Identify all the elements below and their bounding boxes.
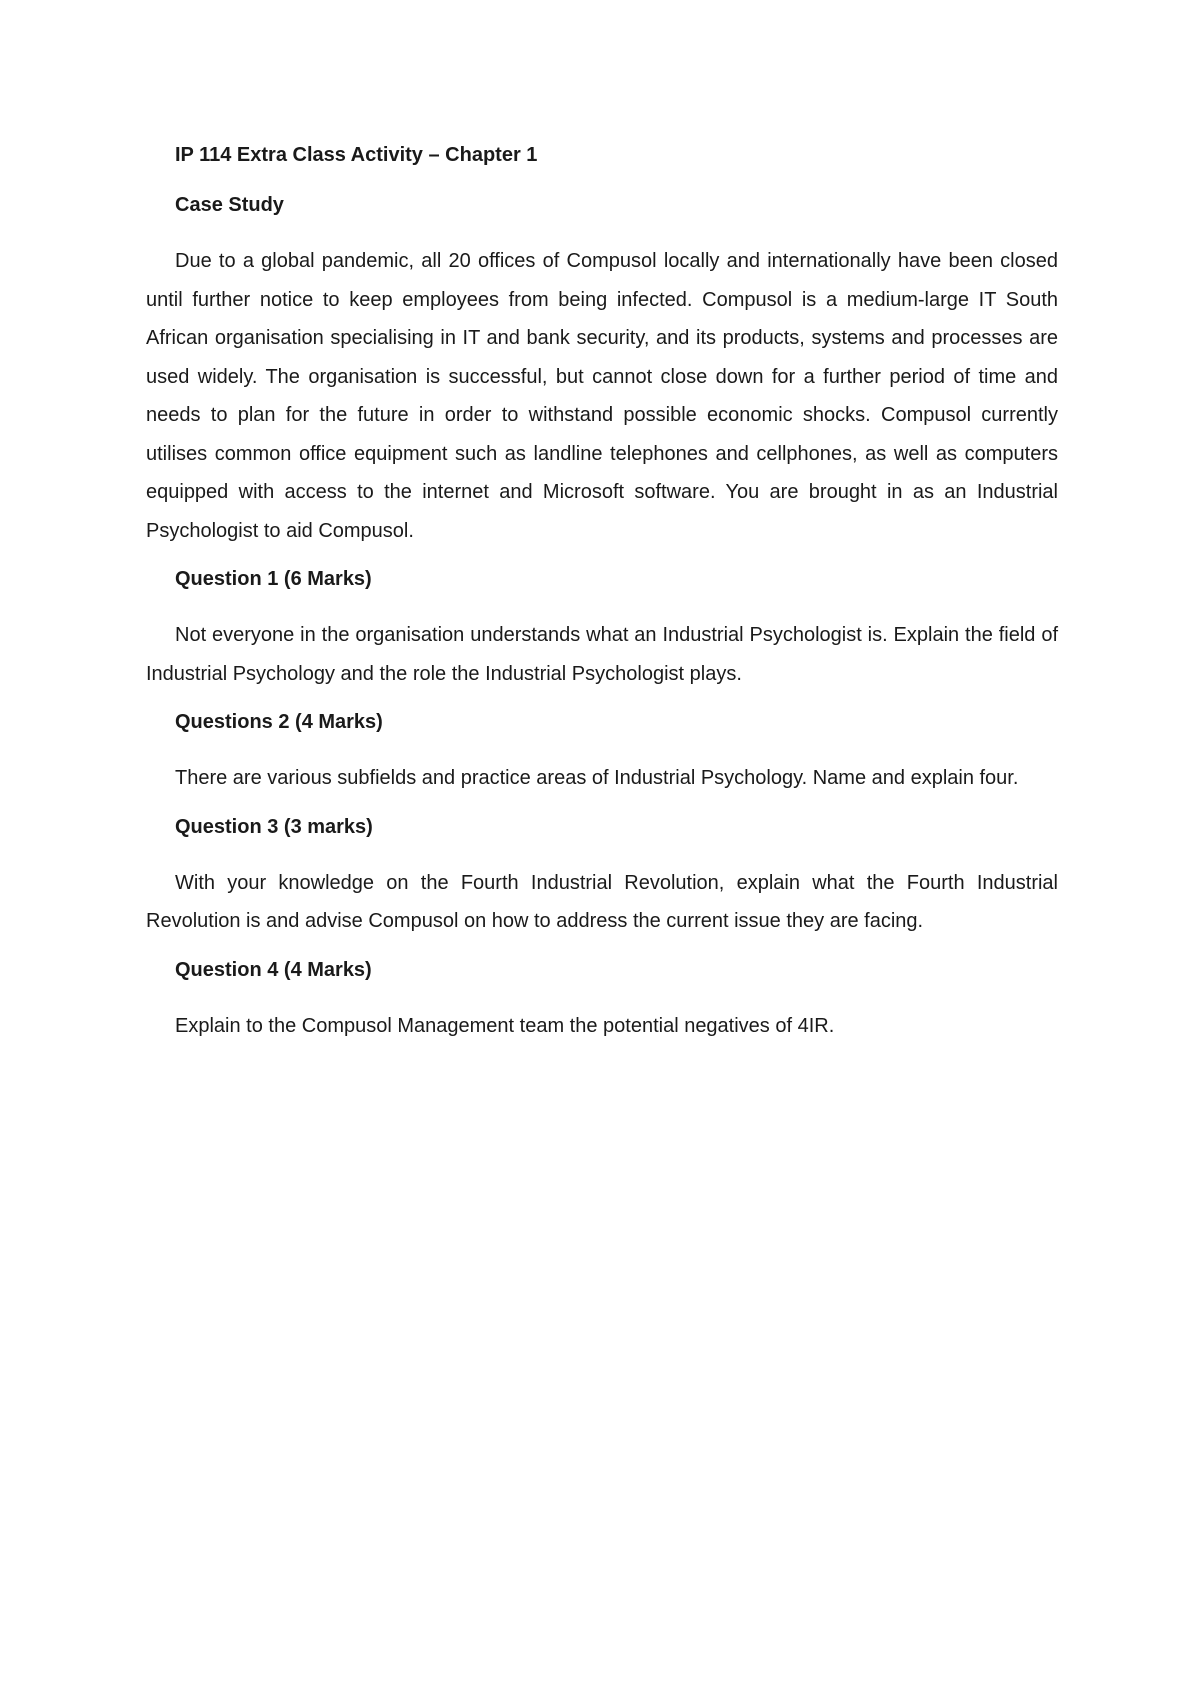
question-4-body: Explain to the Compusol Management team the potential negatives of 4IR.	[175, 1014, 835, 1037]
question-1-body: Not everyone in the organisation understands what an Industrial Psychologist is. Explain the field of Industrial Psychology and the role the Industrial Psychologist plays.	[146, 624, 1058, 685]
case-study-body: Due to a global pandemic, all 20 offices of Compusol locally and internationally have been closed until further notice to keep employees from being infected. Compusol is a medium-large IT South African organisation specialising in IT and bank security, and its products, systems and processes are used widely. The organisation is successful, but cannot close down for a further period of time and needs to plan for the future in order to withstand possible economic shocks. Compusol currently utilises common office equipment such as landline telephones and cellphones, as well as computers equipped with access to the internet and Microsoft software. You are brought in as an Industrial Psychologist to aid Compusol.	[146, 250, 1058, 542]
question-3-heading: Question 3 (3 marks)	[175, 815, 373, 838]
case-study-heading: Case Study	[175, 194, 284, 216]
document-content	[146, 142, 1058, 1061]
question-2-heading: Questions 2 (4 Marks)	[175, 711, 383, 733]
question-3-body: With your knowledge on the Fourth Industrial Revolution, explain what the Fourth Industrial Revolution is and advise Compusol on how to address the current issue they are facing.	[146, 871, 1058, 932]
question-2-body: There are various subfields and practice areas of Industrial Psychology. Name and explain four.	[175, 767, 1019, 789]
document-title: IP 114 Extra Class Activity – Chapter 1	[175, 144, 538, 166]
question-4-heading: Question 4 (4 Marks)	[175, 958, 372, 981]
question-1-heading: Question 1 (6 Marks)	[175, 568, 372, 590]
